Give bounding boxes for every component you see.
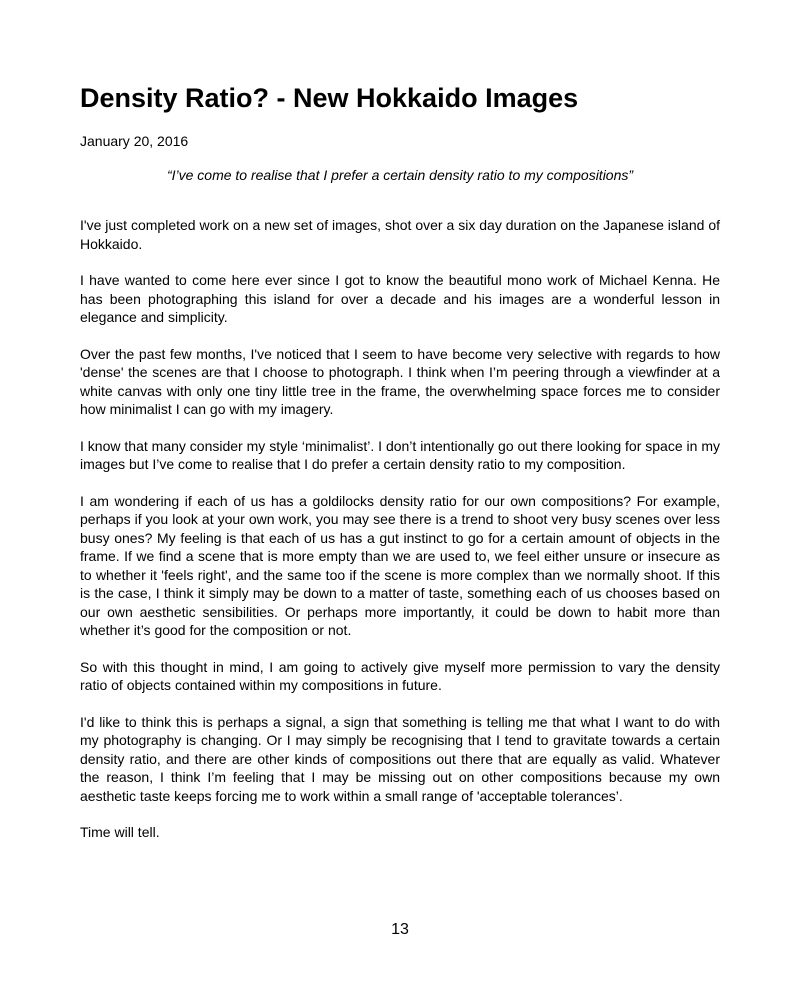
- article-body: [80, 216, 720, 842]
- paragraph-7: I'd like to think this is perhaps a signal, a sign that something is telling me that what I want to do with my photography is changing. Or I may simply be recognising that I tend to gravitate towards a certain density ratio, and there are other kinds of compositions out there that are equally as valid. Whatever the reason, I think I’m feeling that I may be missing out on other compositions because my own aesthetic taste keeps forcing me to work within a small range of 'acceptable tolerances’.: [80, 713, 720, 804]
- paragraph-6: So with this thought in mind, I am going to actively give myself more permission to vary the density ratio of objects contained within my compositions in future.: [80, 658, 720, 693]
- page-number: 13: [391, 921, 409, 938]
- paragraph-8: Time will tell.: [80, 824, 160, 840]
- page-title: Density Ratio? - New Hokkaido Images: [80, 83, 579, 113]
- paragraph-2: I have wanted to come here ever since I got to know the beautiful mono work of Michael Kenna. He has been photographing this island for over a decade and his images are a wonderful lesson in elegance and simplicity.: [80, 272, 720, 325]
- paragraph-1: I've just completed work on a new set of images, shot over a six day duration on the Japanese island of Hokkaido.: [80, 217, 720, 252]
- paragraph-5: I am wondering if each of us has a goldilocks density ratio for our own compositions? For example, perhaps if you look at your own work, you may see there is a trend to shoot very busy scenes over less busy ones? My feeling is that each of us has a gut instinct to go for a certain amount of objects in the frame. If we find a scene that is more empty than we are used to, we feel either unsure or insecure as to whether it 'feels right', and the same too if the scene is more complex than we normally shoot. If this is the case, I think it simply may be down to a matter of taste, something each of us chooses based on our own aesthetic sensibilities. Or perhaps more importantly, it could be down to habit more than whether it’s good for the composition or not.: [80, 492, 720, 638]
- document-page: [80, 80, 720, 860]
- paragraph-3: Over the past few months, I've noticed that I seem to have become very selective with regards to how 'dense' the scenes are that I choose to photograph. I think when I’m peering through a viewfinder at a white canvas with only one tiny little tree in the frame, the overwhelming space forces me to consider how minimalist I can go with my imagery.: [80, 345, 720, 417]
- paragraph-4: I know that many consider my style ‘minimalist’. I don’t intentionally go out there looking for space in my images but I’ve come to realise that I do prefer a certain density ratio to my composition.: [80, 437, 720, 472]
- post-date: January 20, 2016: [80, 133, 189, 149]
- pull-quote: “I’ve come to realise that I prefer a certain density ratio to my compositions”: [166, 167, 634, 183]
